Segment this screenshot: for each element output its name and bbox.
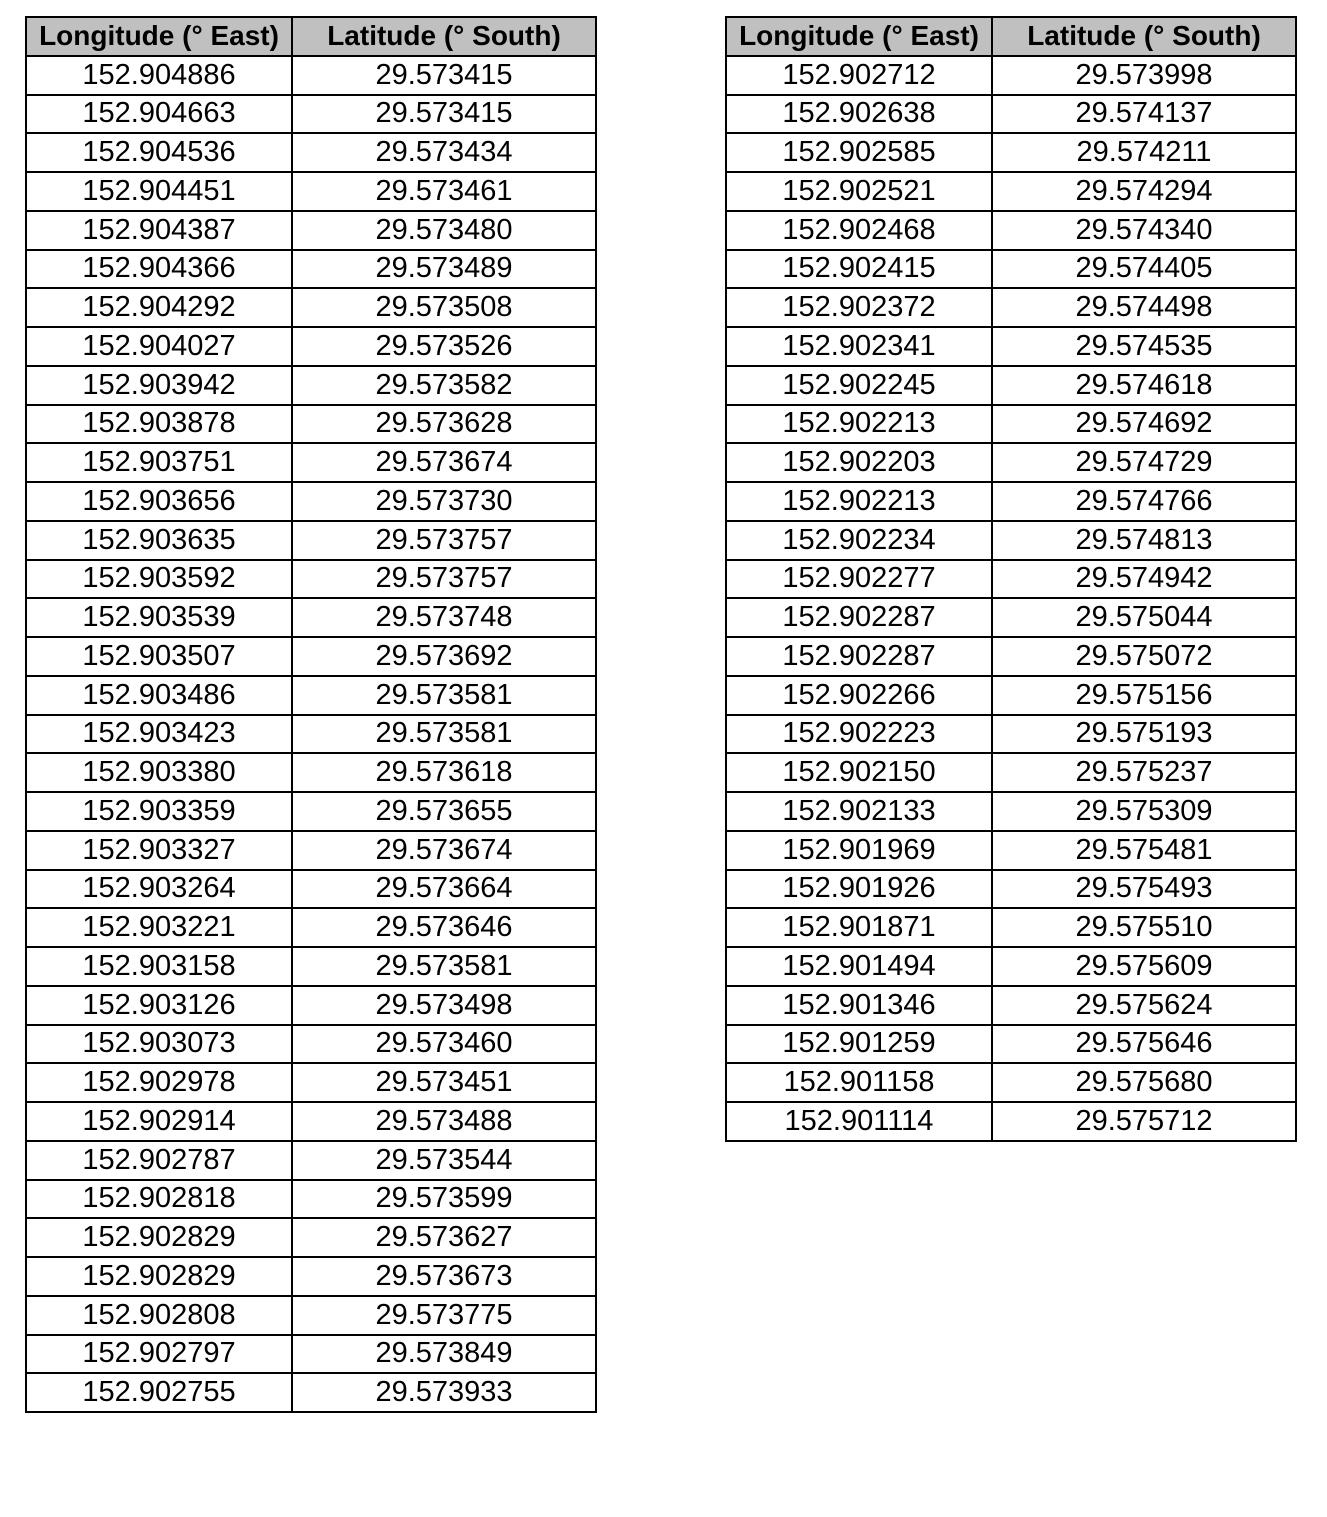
latitude-cell: 29.575609 bbox=[992, 947, 1296, 986]
latitude-cell: 29.575680 bbox=[992, 1063, 1296, 1102]
table-row bbox=[726, 1063, 1296, 1102]
latitude-header: Latitude (° South) bbox=[992, 17, 1296, 56]
longitude-cell: 152.904663 bbox=[26, 95, 292, 134]
longitude-cell: 152.903878 bbox=[26, 405, 292, 444]
longitude-cell: 152.902808 bbox=[26, 1296, 292, 1335]
latitude-cell: 29.573748 bbox=[292, 598, 596, 637]
latitude-cell: 29.573599 bbox=[292, 1180, 596, 1219]
latitude-cell: 29.575624 bbox=[992, 986, 1296, 1025]
longitude-cell: 152.902712 bbox=[726, 56, 992, 95]
latitude-cell: 29.573581 bbox=[292, 676, 596, 715]
longitude-cell: 152.901114 bbox=[726, 1102, 992, 1141]
table-row bbox=[26, 211, 596, 250]
table-row bbox=[26, 1296, 596, 1335]
table-row bbox=[726, 366, 1296, 405]
table-row bbox=[26, 986, 596, 1025]
longitude-cell: 152.903221 bbox=[26, 908, 292, 947]
longitude-cell: 152.902914 bbox=[26, 1102, 292, 1141]
latitude-cell: 29.573415 bbox=[292, 95, 596, 134]
latitude-cell: 29.574942 bbox=[992, 560, 1296, 599]
table-row bbox=[726, 133, 1296, 172]
table-row bbox=[726, 405, 1296, 444]
longitude-cell: 152.901259 bbox=[726, 1025, 992, 1064]
table-row bbox=[26, 1218, 596, 1257]
table-row bbox=[26, 753, 596, 792]
longitude-cell: 152.901871 bbox=[726, 908, 992, 947]
longitude-cell: 152.903264 bbox=[26, 870, 292, 909]
longitude-cell: 152.903126 bbox=[26, 986, 292, 1025]
latitude-cell: 29.573655 bbox=[292, 792, 596, 831]
latitude-header: Latitude (° South) bbox=[292, 17, 596, 56]
longitude-cell: 152.903486 bbox=[26, 676, 292, 715]
longitude-cell: 152.902829 bbox=[26, 1218, 292, 1257]
table-row bbox=[726, 443, 1296, 482]
latitude-cell: 29.574729 bbox=[992, 443, 1296, 482]
latitude-cell: 29.573775 bbox=[292, 1296, 596, 1335]
table-row bbox=[26, 405, 596, 444]
table-row bbox=[26, 831, 596, 870]
table-row bbox=[726, 521, 1296, 560]
table-row bbox=[726, 250, 1296, 289]
table-row bbox=[26, 1257, 596, 1296]
longitude-cell: 152.902245 bbox=[726, 366, 992, 405]
longitude-cell: 152.902978 bbox=[26, 1063, 292, 1102]
table-row bbox=[26, 56, 596, 95]
longitude-cell: 152.904886 bbox=[26, 56, 292, 95]
longitude-cell: 152.902277 bbox=[726, 560, 992, 599]
table-row bbox=[26, 1180, 596, 1219]
longitude-cell: 152.904027 bbox=[26, 327, 292, 366]
latitude-cell: 29.574618 bbox=[992, 366, 1296, 405]
table-row bbox=[26, 443, 596, 482]
latitude-cell: 29.573757 bbox=[292, 521, 596, 560]
longitude-cell: 152.903423 bbox=[26, 715, 292, 754]
latitude-cell: 29.573627 bbox=[292, 1218, 596, 1257]
latitude-cell: 29.573757 bbox=[292, 560, 596, 599]
coordinates-table-right-body bbox=[726, 56, 1296, 1141]
table-row bbox=[726, 211, 1296, 250]
table-row bbox=[26, 1335, 596, 1374]
table-row bbox=[26, 172, 596, 211]
table-row bbox=[26, 250, 596, 289]
table-row bbox=[726, 947, 1296, 986]
latitude-cell: 29.573646 bbox=[292, 908, 596, 947]
longitude-cell: 152.902638 bbox=[726, 95, 992, 134]
latitude-cell: 29.573664 bbox=[292, 870, 596, 909]
longitude-cell: 152.904451 bbox=[26, 172, 292, 211]
longitude-cell: 152.902372 bbox=[726, 288, 992, 327]
table-row bbox=[26, 1025, 596, 1064]
table-row bbox=[726, 95, 1296, 134]
longitude-cell: 152.902585 bbox=[726, 133, 992, 172]
longitude-header: Longitude (° East) bbox=[726, 17, 992, 56]
table-row bbox=[726, 482, 1296, 521]
longitude-cell: 152.903327 bbox=[26, 831, 292, 870]
table-row bbox=[26, 288, 596, 327]
longitude-cell: 152.901158 bbox=[726, 1063, 992, 1102]
latitude-cell: 29.573460 bbox=[292, 1025, 596, 1064]
longitude-cell: 152.903380 bbox=[26, 753, 292, 792]
longitude-cell: 152.903635 bbox=[26, 521, 292, 560]
longitude-cell: 152.901969 bbox=[726, 831, 992, 870]
longitude-cell: 152.902787 bbox=[26, 1141, 292, 1180]
table-row bbox=[26, 676, 596, 715]
table-row bbox=[726, 327, 1296, 366]
latitude-cell: 29.575493 bbox=[992, 870, 1296, 909]
table-row bbox=[26, 366, 596, 405]
latitude-cell: 29.575712 bbox=[992, 1102, 1296, 1141]
table-row bbox=[726, 715, 1296, 754]
longitude-cell: 152.903751 bbox=[26, 443, 292, 482]
longitude-cell: 152.902203 bbox=[726, 443, 992, 482]
latitude-cell: 29.574294 bbox=[992, 172, 1296, 211]
latitude-cell: 29.574211 bbox=[992, 133, 1296, 172]
latitude-cell: 29.573526 bbox=[292, 327, 596, 366]
table-row bbox=[26, 482, 596, 521]
latitude-cell: 29.573673 bbox=[292, 1257, 596, 1296]
longitude-cell: 152.904292 bbox=[26, 288, 292, 327]
table-row bbox=[26, 870, 596, 909]
table-row bbox=[726, 56, 1296, 95]
longitude-header: Longitude (° East) bbox=[26, 17, 292, 56]
latitude-cell: 29.573581 bbox=[292, 947, 596, 986]
latitude-cell: 29.573628 bbox=[292, 405, 596, 444]
latitude-cell: 29.573581 bbox=[292, 715, 596, 754]
latitude-cell: 29.574766 bbox=[992, 482, 1296, 521]
longitude-cell: 152.904387 bbox=[26, 211, 292, 250]
table-header-row bbox=[26, 17, 596, 56]
table-row bbox=[726, 637, 1296, 676]
latitude-cell: 29.574137 bbox=[992, 95, 1296, 134]
longitude-cell: 152.901494 bbox=[726, 947, 992, 986]
coordinates-table-left bbox=[25, 16, 597, 1413]
longitude-cell: 152.903539 bbox=[26, 598, 292, 637]
longitude-cell: 152.903507 bbox=[26, 637, 292, 676]
longitude-cell: 152.903942 bbox=[26, 366, 292, 405]
latitude-cell: 29.575044 bbox=[992, 598, 1296, 637]
latitude-cell: 29.574340 bbox=[992, 211, 1296, 250]
table-row bbox=[726, 676, 1296, 715]
latitude-cell: 29.575237 bbox=[992, 753, 1296, 792]
longitude-cell: 152.904536 bbox=[26, 133, 292, 172]
longitude-cell: 152.901346 bbox=[726, 986, 992, 1025]
table-row bbox=[726, 792, 1296, 831]
table-row bbox=[726, 1025, 1296, 1064]
latitude-cell: 29.574692 bbox=[992, 405, 1296, 444]
longitude-cell: 152.902266 bbox=[726, 676, 992, 715]
latitude-cell: 29.575309 bbox=[992, 792, 1296, 831]
latitude-cell: 29.575072 bbox=[992, 637, 1296, 676]
longitude-cell: 152.902150 bbox=[726, 753, 992, 792]
table-row bbox=[26, 1141, 596, 1180]
latitude-cell: 29.573451 bbox=[292, 1063, 596, 1102]
table-row bbox=[726, 831, 1296, 870]
longitude-cell: 152.903592 bbox=[26, 560, 292, 599]
table-row bbox=[726, 172, 1296, 211]
latitude-cell: 29.573508 bbox=[292, 288, 596, 327]
table-row bbox=[26, 1373, 596, 1412]
latitude-cell: 29.573998 bbox=[992, 56, 1296, 95]
longitude-cell: 152.902521 bbox=[726, 172, 992, 211]
latitude-cell: 29.575481 bbox=[992, 831, 1296, 870]
longitude-cell: 152.902133 bbox=[726, 792, 992, 831]
latitude-cell: 29.575510 bbox=[992, 908, 1296, 947]
table-row bbox=[26, 133, 596, 172]
coordinates-table-right bbox=[725, 16, 1297, 1142]
table-row bbox=[26, 521, 596, 560]
table-row bbox=[726, 908, 1296, 947]
latitude-cell: 29.573692 bbox=[292, 637, 596, 676]
longitude-cell: 152.902223 bbox=[726, 715, 992, 754]
longitude-cell: 152.902213 bbox=[726, 405, 992, 444]
latitude-cell: 29.575646 bbox=[992, 1025, 1296, 1064]
table-row bbox=[26, 598, 596, 637]
longitude-cell: 152.903158 bbox=[26, 947, 292, 986]
table-row bbox=[26, 95, 596, 134]
latitude-cell: 29.573544 bbox=[292, 1141, 596, 1180]
latitude-cell: 29.573933 bbox=[292, 1373, 596, 1412]
latitude-cell: 29.575193 bbox=[992, 715, 1296, 754]
table-row bbox=[26, 715, 596, 754]
latitude-cell: 29.573582 bbox=[292, 366, 596, 405]
longitude-cell: 152.902818 bbox=[26, 1180, 292, 1219]
longitude-cell: 152.902341 bbox=[726, 327, 992, 366]
table-header-row bbox=[726, 17, 1296, 56]
longitude-cell: 152.902234 bbox=[726, 521, 992, 560]
latitude-cell: 29.574535 bbox=[992, 327, 1296, 366]
table-row bbox=[26, 560, 596, 599]
latitude-cell: 29.574498 bbox=[992, 288, 1296, 327]
table-row bbox=[26, 1063, 596, 1102]
table-row bbox=[726, 753, 1296, 792]
table-row bbox=[726, 870, 1296, 909]
longitude-cell: 152.902213 bbox=[726, 482, 992, 521]
latitude-cell: 29.573488 bbox=[292, 1102, 596, 1141]
latitude-cell: 29.573480 bbox=[292, 211, 596, 250]
table-row bbox=[26, 1102, 596, 1141]
table-row bbox=[26, 947, 596, 986]
longitude-cell: 152.903073 bbox=[26, 1025, 292, 1064]
latitude-cell: 29.573674 bbox=[292, 443, 596, 482]
longitude-cell: 152.902415 bbox=[726, 250, 992, 289]
table-row bbox=[726, 288, 1296, 327]
table-row bbox=[26, 327, 596, 366]
latitude-cell: 29.573461 bbox=[292, 172, 596, 211]
table-row bbox=[726, 1102, 1296, 1141]
latitude-cell: 29.573489 bbox=[292, 250, 596, 289]
longitude-cell: 152.903359 bbox=[26, 792, 292, 831]
latitude-cell: 29.573415 bbox=[292, 56, 596, 95]
latitude-cell: 29.574813 bbox=[992, 521, 1296, 560]
longitude-cell: 152.902797 bbox=[26, 1335, 292, 1374]
table-row bbox=[26, 792, 596, 831]
latitude-cell: 29.573849 bbox=[292, 1335, 596, 1374]
longitude-cell: 152.902468 bbox=[726, 211, 992, 250]
table-row bbox=[726, 986, 1296, 1025]
latitude-cell: 29.573498 bbox=[292, 986, 596, 1025]
longitude-cell: 152.903656 bbox=[26, 482, 292, 521]
latitude-cell: 29.574405 bbox=[992, 250, 1296, 289]
table-row bbox=[726, 560, 1296, 599]
table-row bbox=[26, 637, 596, 676]
latitude-cell: 29.573674 bbox=[292, 831, 596, 870]
latitude-cell: 29.575156 bbox=[992, 676, 1296, 715]
latitude-cell: 29.573730 bbox=[292, 482, 596, 521]
longitude-cell: 152.901926 bbox=[726, 870, 992, 909]
latitude-cell: 29.573434 bbox=[292, 133, 596, 172]
longitude-cell: 152.902287 bbox=[726, 598, 992, 637]
coordinates-table-left-body bbox=[26, 56, 596, 1412]
longitude-cell: 152.902829 bbox=[26, 1257, 292, 1296]
table-row bbox=[26, 908, 596, 947]
longitude-cell: 152.904366 bbox=[26, 250, 292, 289]
longitude-cell: 152.902755 bbox=[26, 1373, 292, 1412]
table-row bbox=[726, 598, 1296, 637]
longitude-cell: 152.902287 bbox=[726, 637, 992, 676]
latitude-cell: 29.573618 bbox=[292, 753, 596, 792]
